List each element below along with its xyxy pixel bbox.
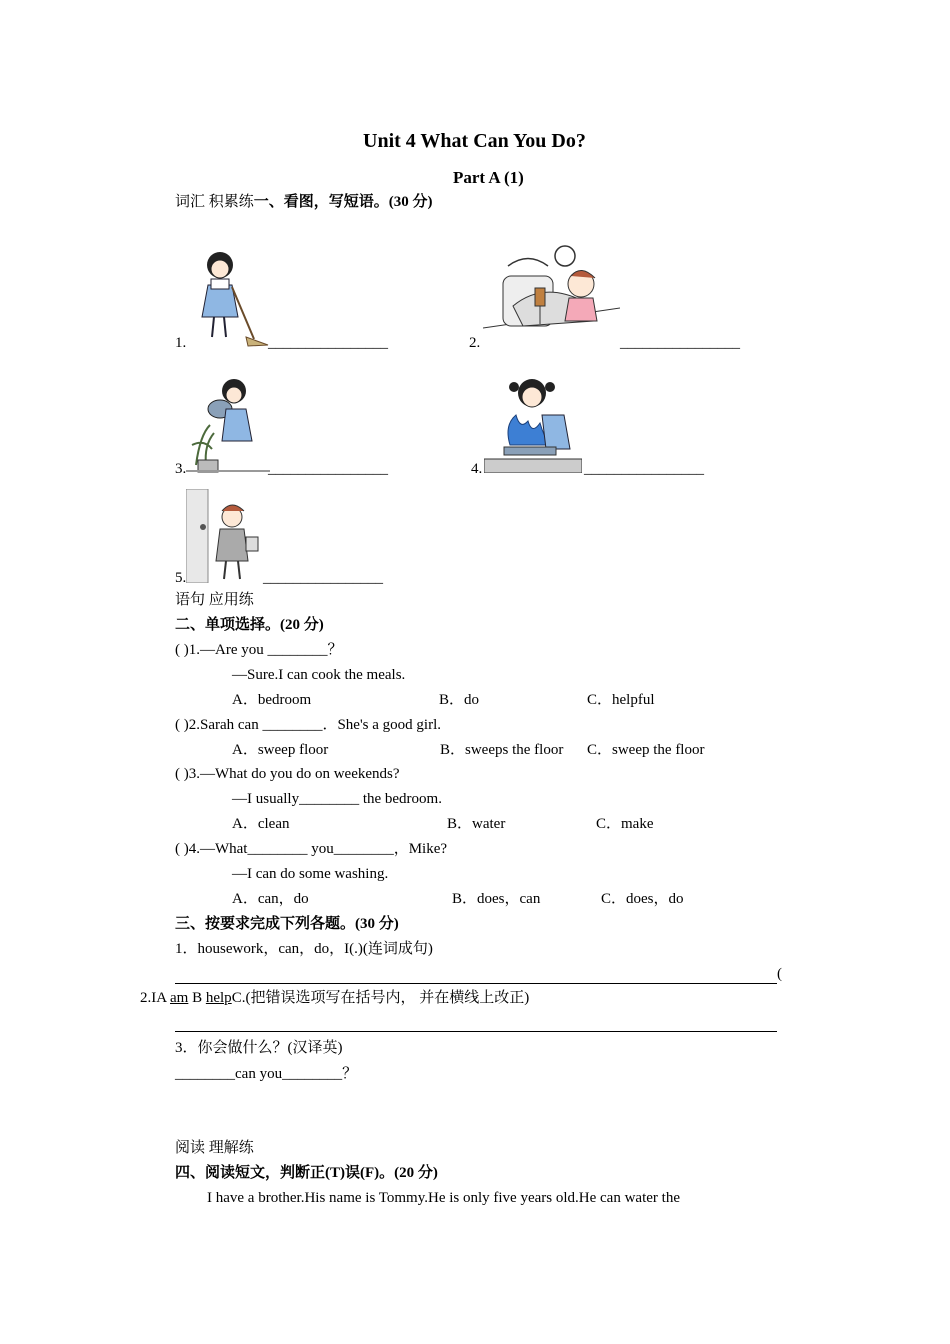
q4-number: 4. [471, 461, 483, 477]
mc-q4-option-a[interactable]: A．can，do [232, 891, 309, 907]
q5-answer-blank[interactable]: ________________ [263, 570, 383, 586]
section3-heading: 三、按要求完成下列各题。(30 分) [175, 916, 399, 932]
mc-q3-option-a[interactable]: A．clean [232, 816, 290, 832]
cleaning-girl-illustration [186, 489, 264, 583]
mc-q2-option-b[interactable]: B．sweeps the floor [440, 742, 564, 758]
section2-category: 语句 应用练 [175, 592, 254, 608]
mc-q3-option-b[interactable]: B．water [447, 816, 506, 832]
section4-heading: 四、阅读短文，判断正(T)误(F)。(20 分) [175, 1165, 438, 1181]
task2-option-b-word: help [205, 990, 232, 1006]
section1-heading: 一、看图，写短语。(30 分) [253, 194, 433, 210]
cooking-girl-illustration [484, 375, 582, 473]
mc-q3-reply: —I usually________ the bedroom. [232, 791, 442, 807]
task2-prefix: 2.I [140, 990, 157, 1006]
task2-option-a-word: am [170, 990, 189, 1006]
mc-q4-option-b[interactable]: B．does，can [452, 891, 541, 907]
section1-category: 词汇 积累练 [175, 194, 254, 210]
section4-category: 阅读 理解练 [175, 1140, 254, 1156]
mc-q2-option-c[interactable]: C．sweep the floor [587, 742, 705, 758]
mc-q2-option-a[interactable]: A．sweep floor [232, 742, 329, 758]
mc-q4-reply: —I can do some washing. [232, 866, 389, 882]
mc-q4-stem: ( )4.—What________ you________，Mike? [175, 841, 448, 857]
watering-plants-illustration [186, 375, 270, 473]
q2-number: 2. [469, 335, 481, 351]
mc-q4-option-c[interactable]: C．does，do [601, 891, 684, 907]
task2-prompt [140, 990, 529, 1007]
q5-number: 5. [175, 570, 187, 586]
task1-line-end: ( [777, 966, 782, 982]
task2-option-a-label: A [156, 990, 167, 1006]
reading-passage: I have a brother.His name is Tommy.He is only five years old.He can water the [207, 1190, 680, 1206]
task2-instructions: C.(把错误选项写在括号内， 并在横线上改正) [231, 990, 530, 1006]
mc-q1-stem: ( )1.—Are you ________？ [175, 642, 343, 658]
page-title: Unit 4 What Can You Do? [363, 130, 586, 152]
mc-q1-reply: —Sure.I can cook the meals. [232, 667, 406, 683]
task1-prompt: 1．housework，can，do，I(.)(连词成句) [175, 941, 433, 957]
q2-answer-blank[interactable]: ________________ [620, 335, 740, 351]
mc-q3-option-c[interactable]: C．make [596, 816, 654, 832]
making-bed-illustration [483, 226, 620, 346]
mc-q1-option-a[interactable]: A．bedroom [232, 692, 312, 708]
task2-option-b-label: B [192, 990, 203, 1006]
mc-q1-option-b[interactable]: B．do [439, 692, 480, 708]
mc-q3-stem: ( )3.—What do you do on weekends? [175, 766, 400, 782]
sweeping-girl-illustration [186, 247, 270, 347]
q3-answer-blank[interactable]: ________________ [268, 461, 388, 477]
task2-answer-line[interactable] [175, 1030, 777, 1032]
q4-answer-blank[interactable]: ________________ [584, 461, 704, 477]
mc-q1-option-c[interactable]: C．helpful [587, 692, 655, 708]
task3-prompt: 3．你会做什么？(汉译英) [175, 1040, 343, 1056]
mc-q2-stem: ( )2.Sarah can ________．She's a good girl. [175, 717, 441, 733]
task1-answer-line[interactable] [175, 982, 777, 984]
section2-heading: 二、单项选择。(20 分) [175, 617, 324, 633]
section1-heading-line [175, 194, 433, 211]
q3-number: 3. [175, 461, 187, 477]
task3-answer[interactable]: ________can you________？ [175, 1066, 358, 1082]
q1-answer-blank[interactable]: ________________ [268, 335, 388, 351]
page-subtitle: Part A (1) [453, 168, 524, 187]
q1-number: 1. [175, 335, 187, 351]
